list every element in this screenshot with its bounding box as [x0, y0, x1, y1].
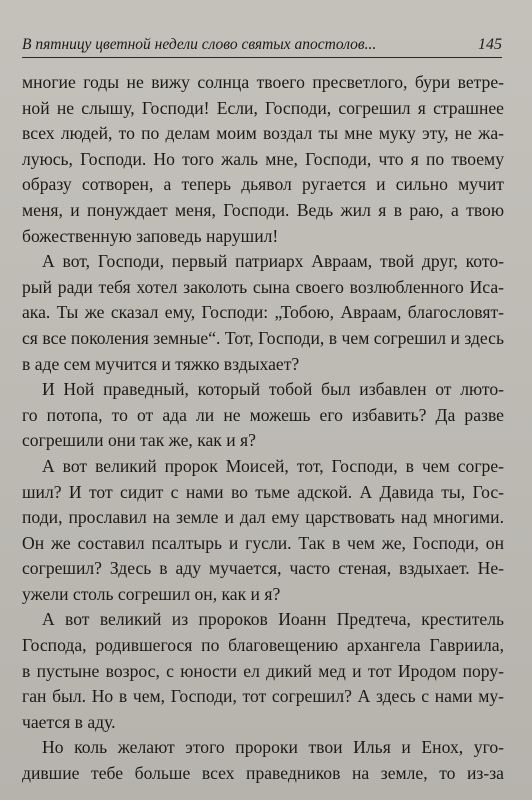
text-line: А вот великий пророк Моисей, тот, Господи, в чем согре- — [42, 455, 504, 476]
text-line: го потопа, то от ада ли не можешь его избавить? Да разве — [22, 404, 504, 425]
text-line: ной не слышу, Господи! Если, Господи, согрешил я страшнее — [22, 97, 504, 118]
text-line: меня, и понуждает меня, Господи. Ведь жил я в раю, а твою — [22, 199, 504, 220]
page-number: 145 — [478, 36, 502, 53]
text-line: в пустыне возрос, с юности ел дикий мед и тот Иродом пору- — [22, 660, 504, 681]
text-line: Он же составил псалтырь и гусли. Так в чем же, Господи, он — [22, 532, 504, 553]
text-line: ужели столь согрешил он, как и я? — [22, 583, 281, 604]
text-line: согрешил? Здесь в аду мучается, часто стеная, вздыхает. Не- — [22, 558, 504, 579]
text-line: божественную заповедь нарушил! — [22, 225, 279, 246]
text-line: согрешили они так же, как и я? — [22, 430, 256, 451]
text-line: Но коль желают этого пророки твои Илья и Енох, уго- — [42, 737, 504, 758]
text-line: А вот, Господи, первый патриарх Авраам, твой друг, кото- — [42, 251, 504, 272]
text-line: Господа, родившегося по благовещению архангела Гавриила, — [22, 635, 504, 656]
text-line: поди, прославил на земле и дал ему царствовать над многими. — [22, 507, 504, 528]
text-line: рый ради тебя хотел заколоть сына своего возлюбленного Иса- — [22, 276, 504, 297]
text-line: ся все поколения земные“. Тот, Господи, в чем согрешил и здесь — [22, 327, 504, 348]
text-line: многие годы не вижу солнца твоего пресветлого, бури ветре- — [22, 72, 504, 92]
text-line: ака. Ты же сказал ему, Господи: „Тобою, Авраам, благословят- — [22, 302, 504, 323]
body-text — [22, 70, 504, 787]
text-line: А вот великий из пророков Иоанн Предтеча, креститель — [42, 609, 504, 630]
running-header — [22, 30, 502, 58]
text-line: шил? И тот сидит с нами во тьме адской. А Давида ты, Гос- — [22, 481, 504, 502]
running-title: В пятницу цветной недели слово святых апостолов... — [22, 36, 377, 53]
text-line: всех людей, то по делам моим воздал ты мне муку эту, не жа- — [22, 123, 504, 144]
text-line: И Ной праведный, который тобой был избавлен от люто- — [42, 379, 504, 400]
text-line: дившие тебе больше всех праведников на земле, то из-за — [22, 763, 504, 784]
text-line: ган был. Но в чем, Господи, тот согрешил? А здесь с нами му- — [22, 686, 504, 707]
text-line: в аде сем мучится и тяжко вздыхает? — [22, 353, 300, 374]
text-line: чается в аду. — [22, 711, 116, 732]
text-line: образу сотворен, а теперь дьявол ругается и сильно мучит — [22, 174, 504, 195]
text-line: луюсь, Господи. Но того жаль мне, Господи, что я по твоему — [22, 148, 504, 169]
